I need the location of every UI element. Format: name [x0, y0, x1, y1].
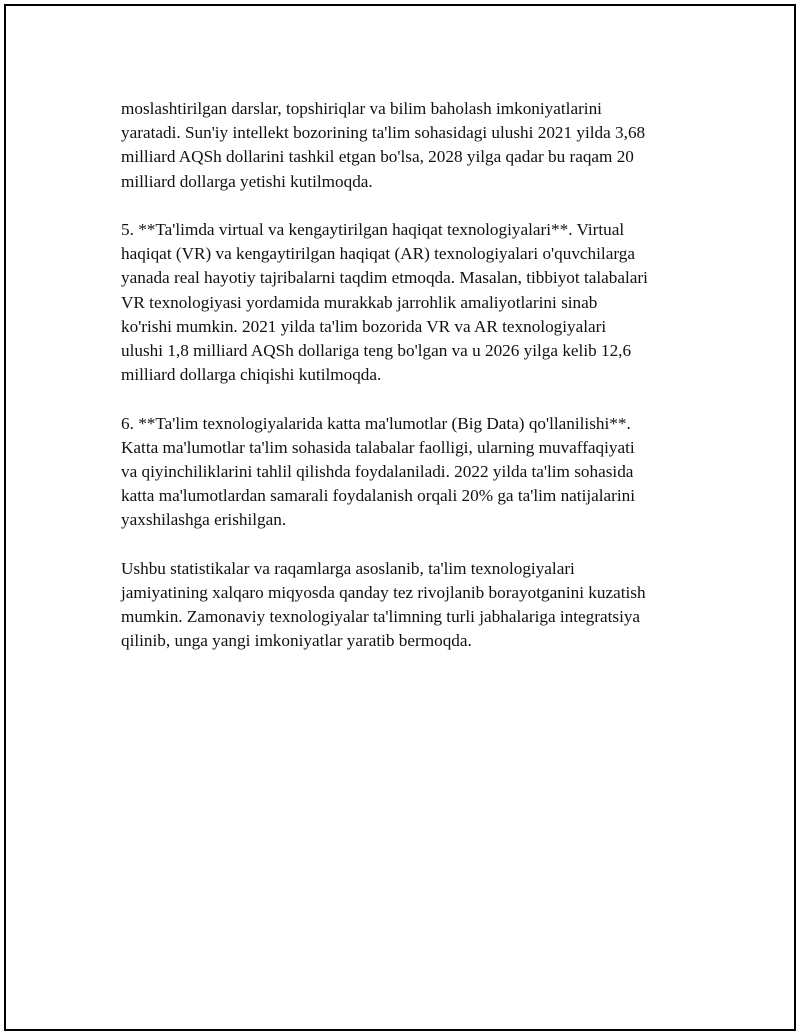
paragraph-big-data [121, 412, 701, 533]
paragraph-conclusion [121, 557, 701, 654]
text-line: ko'rishi mumkin. 2021 yilda ta'lim bozorida VR va AR texnologiyalari [121, 316, 607, 336]
text-line: yaratadi. Sun'iy intellekt bozorining ta'lim sohasidagi ulushi 2021 yilda 3,68 [121, 123, 646, 143]
paragraph-vr-ar [121, 218, 701, 387]
document-body [121, 97, 701, 678]
text-line: yaxshilashga erishilgan. [121, 510, 287, 530]
text-line: Ushbu statistikalar va raqamlarga asoslanib, ta'lim texnologiyalari [121, 558, 575, 578]
text-line: milliard dollarga chiqishi kutilmoqda. [121, 365, 382, 385]
text-line: milliard AQSh dollarini tashkil etgan bo'lsa, 2028 yilga qadar bu raqam 20 [121, 147, 634, 167]
text-line: va qiyinchiliklarini tahlil qilishda foydalaniladi. 2022 yilda ta'lim sohasida [121, 462, 634, 482]
text-line: moslashtirilgan darslar, topshiriqlar va bilim baholash imkoniyatlarini [121, 99, 602, 118]
text-line: qilinib, unga yangi imkoniyatlar yaratib bermoqda. [121, 631, 472, 651]
text-line: 6. **Ta'lim texnologiyalarida katta ma'lumotlar (Big Data) qo'llanilishi**. [121, 413, 631, 433]
text-line: Katta ma'lumotlar ta'lim sohasida talabalar faolligi, ularning muvaffaqiyati [121, 437, 635, 457]
text-line: VR texnologiyasi yordamida murakkab jarrohlik amaliyotlarini sinab [121, 292, 598, 312]
text-line: 5. **Ta'limda virtual va kengaytirilgan haqiqat texnologiyalari**. Virtual [121, 220, 625, 239]
text-line: mumkin. Zamonaviy texnologiyalar ta'limning turli jabhalariga integratsiya [121, 607, 641, 627]
text-line: milliard dollarga yetishi kutilmoqda. [121, 171, 373, 191]
text-line: jamiyatining xalqaro miqyosda qanday tez rivojlanib borayotganini kuzatish [121, 583, 646, 603]
text-line: ulushi 1,8 milliard AQSh dollariga teng bo'lgan va u 2026 yilga kelib 12,6 [121, 341, 632, 361]
text-line: katta ma'lumotlardan samarali foydalanish orqali 20% ga ta'lim natijalarini [121, 486, 636, 506]
text-line: haqiqat (VR) va kengaytirilgan haqiqat (AR) texnologiyalari o'quvchilarga [121, 244, 635, 264]
document-page [4, 4, 796, 1031]
paragraph-ai-market [121, 97, 701, 194]
text-line: yanada real hayotiy tajribalarni taqdim etmoqda. Masalan, tibbiyot talabalari [121, 268, 648, 288]
